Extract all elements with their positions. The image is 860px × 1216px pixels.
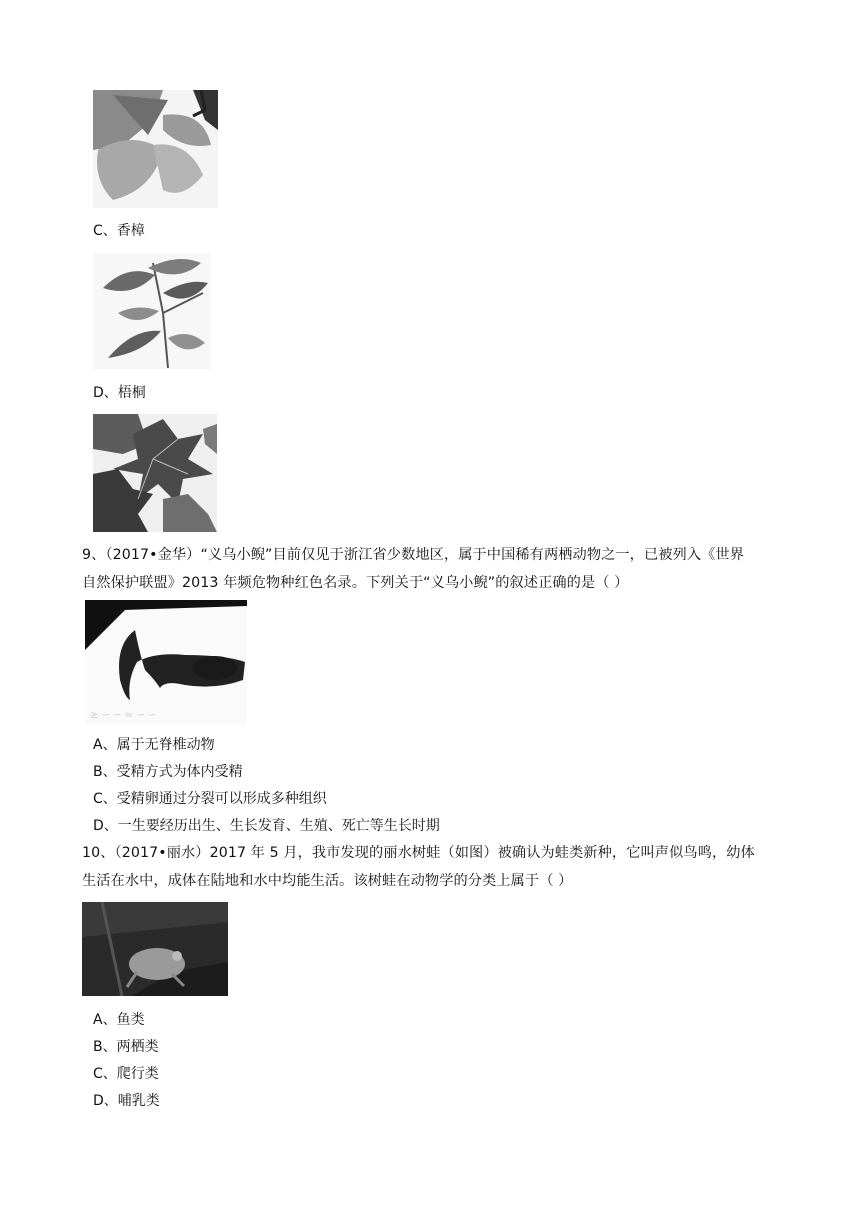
question-9-option-a: A、属于无脊椎动物 — [93, 737, 215, 753]
question-9-option-d: D、一生要经历出生、生长发育、生殖、死亡等生长时期 — [93, 818, 440, 834]
question-9-option-c: C、受精卵通过分裂可以形成多种组织 — [93, 791, 327, 807]
question-9-line-1: 9、（2017•金华）“义乌小鲵”目前仅见于浙江省少数地区，属于中国稀有两栖动物之一，已被列入《世界 — [82, 547, 744, 563]
tree-frog-image — [82, 902, 228, 996]
svg-text:≥ ∽ ∽ ≈ ∽ ∽: ≥ ∽ ∽ ≈ ∽ ∽ — [90, 710, 157, 721]
salamander-image — [85, 600, 247, 724]
question-10-option-d: D、哺乳类 — [93, 1093, 160, 1109]
wutong-leaf-image — [93, 414, 217, 532]
question-9-option-b: B、受精方式为体内受精 — [93, 764, 243, 780]
option-c-xiangzhang: C、香樟 — [93, 223, 145, 239]
camphor-branch-image — [93, 253, 211, 369]
question-9-line-2: 自然保护联盟》2013 年频危物种红色名录。下列关于“义乌小鲵”的叙述正确的是（ ） — [82, 575, 629, 591]
ginkgo-leaf-image — [93, 90, 218, 208]
question-10-option-a: A、鱼类 — [93, 1012, 145, 1028]
question-10-option-b: B、两栖类 — [93, 1039, 159, 1055]
question-10-line-2: 生活在水中，成体在陆地和水中均能生活。该树蛙在动物学的分类上属于（ ） — [82, 873, 573, 889]
option-d-wutong: D、梧桐 — [93, 385, 146, 401]
question-10-line-1: 10、（2017•丽水）2017 年 5 月，我市发现的丽水树蛙（如图）被确认为蛙类新种，它叫声似鸟鸣，幼体 — [82, 845, 755, 861]
question-10-option-c: C、爬行类 — [93, 1066, 159, 1082]
